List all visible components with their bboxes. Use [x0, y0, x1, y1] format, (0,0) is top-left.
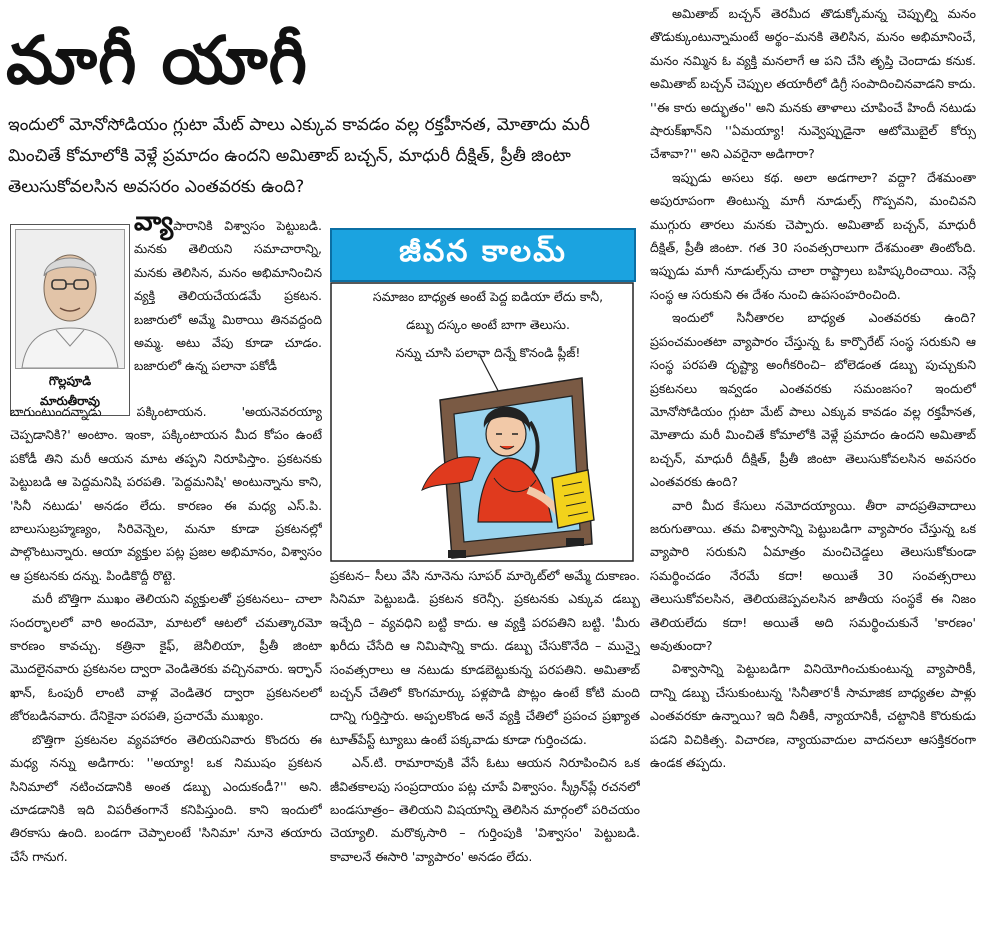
author-photo-box [10, 224, 130, 416]
author-photo [15, 229, 125, 369]
author-first-name: గొల్లపూడి [48, 374, 92, 388]
headline: మాగీ యాగీ [6, 22, 309, 99]
drop-cap: వ్యా [134, 212, 174, 237]
author-last-name: మారుతీరావు [39, 394, 101, 408]
column-2-body [330, 564, 640, 942]
column-3-body [650, 2, 976, 942]
column-1-intro-text: పారానికి విశ్వాసం పెట్టుబడి. మనకు తెలియని సమాచారాన్ని, మనకు తెలిసిన, మనం అభిమానించిన వ్యక్తి తెలియచేయడమే ప్రకటన. బజారులో అమ్మే మిఠాయి తినవద్దంది అమ్మ. అటు వేపు కూడా చూడం. బజారులో ఉన్న పలానా పకోడీ [134, 218, 322, 374]
paragraph: బొత్తిగా ప్రకటనల వ్యవహారం తెలియనివారు కొందరు ఈ మధ్య నన్ను అడిగారు: ''అయ్యా! ఒక నిముషం ప్రకటన సినిమాలో నటించడానికి అంత డబ్బు ఎందుకండీ?'' అని. చూడడానికి ఇది విపరీతంగానే కనిపిస్తుంది. కాని ఇందులో తిరకాసు ఉంది. బండగా చెప్పాలంటే 'సినిమా' నూనె తయారు చేసే గానుగ. [10, 731, 322, 864]
paragraph: ఇప్పుడు అసలు కథ. అలా అడగాలా? వద్దా? దేశమంతా అపురూపంగా తింటున్న మాగీ నూడుల్స్ గొప్పవని, మంచివని ముగ్గురు తారలు మనకు చెప్పారు. అమితాబ్ బచ్చన్, మాధురీ దీక్షిత్, ప్రీతీ జింటా. గత 30 సంవత్సరాలుగా దేశమంతా తింటోంది. ఇప్పుడు మాగీ నూడుల్స్‌ను చాలా రాష్ట్రాలు బహిష్కరించాయి. నెస్లే సంస్థ ఆ సరుకుని ఈ దేశం నుంచి ఉపసంహరించింది. [650, 169, 976, 302]
cartoon-caption-line2: డబ్బు దస్కం అంటే బాగా తెలుసు. [406, 317, 570, 332]
paragraph: ఇందులో సినీతారల బాధ్యత ఎంతవరకు ఉంది? ప్రపంచమంతటా వ్యాపారం చేస్తున్న ఓ కార్పొరేట్ సంస్థ సరుకుని ఆ సంస్థ పరపతి దృష్ట్యా అంగీకరించి– బోలెడంత డబ్బు పుచ్చుకుని ప్రకటనలు ఇవ్వడం ఎంతవరకు సమంజసం? ఇందులో మోనోసోడియం గ్లుటా మేట్ పాలు ఎక్కువ కావడం వల్ల రక్తహీనత, మోతాదు మరీ మించితే కోమాలోకి వెళ్లే ప్రమాదం ఉందని అమితాబ్ బచ్చన్, మాధురీ దీక్షిత్, ప్రీతీ జింటా తెలుసుకోవలసిన అవసరం ఎంతవరకు ఉంది? [650, 310, 976, 490]
deck-summary: ఇందులో మోనోసోడియం గ్లుటా మేట్ పాలు ఎక్కువ కావడం వల్ల రక్తహీనత, మోతాదు మరీ మించితే కోమాలోకి వెళ్లే ప్రమాదం ఉందని అమితాబ్ బచ్చన్, మాధురీ దీక్షిత్, ప్రీతీ జింటా తెలుసుకోవలసిన అవసరం ఎంతవరకు ఉంది? [8, 115, 590, 197]
cartoon-caption-line1: సమాజం బాధ్యత అంటే పెద్ద ఐడియా లేదు కానీ, [372, 289, 604, 304]
paragraph: మరీ బొత్తిగా ముఖం తెలియని వ్యక్తులతో ప్రకటనలు– చాలా సందర్భాలలో వారి అందమో, మాటలో ఆటలో చమత్కారమో కారణం కావచ్చు. కత్రినా కైఫ్, జెనీలియా, ప్రీతీ జింటా మొదలైనవారు ప్రకటనల ద్వారా వెండితెరకు వచ్చినవారు. ఇర్ఫాన్ ఖాన్, ఓంపురీ లాంటి వాళ్ల వెండితెర ద్వారా ప్రకటనలలో జోరబడినవారు. దేనికైనా పరపతి, ప్రచారమే ముఖ్యం. [10, 591, 322, 724]
paragraph: ప్రకటన– సీలు వేసి నూనెను సూపర్ మార్కెట్‌లో అమ్మే దుకాణం. సినిమా పెట్టుబడి. ప్రకటన కరెన్సీ. ప్రకటనకు ఎక్కువ డబ్బు ఇచ్చేది – వ్యవధిని బట్టి కాదు. ఆ వ్యక్తి పరపతిని బట్టి. 'మీరు ఖరీదు చేసేది ఆ నిమిషాన్ని కాదు. డబ్బు చేసుకొనేది – మున్నై సంవత్సరాలు ఆ నటుడు కూడబెట్టుకున్న పరపతిని. అమితాబ్ బచ్చన్ చేతిలో కొంగమార్కు పళ్లపొడి పొట్లం ఉంటే కోటి మంది దాన్ని గుర్తిస్తారు. అప్పలకొండ అనే వ్యక్తి చేతిలో ప్రపంచ ప్రఖ్యాత టూత్‌పేస్ట్ ట్యూబు ఉంటే పక్కవాడు కూడా గుర్తించడు. [330, 568, 640, 747]
column-1-body [10, 400, 322, 940]
paragraph: వారి మీద కేసులు నమోదయ్యాయి. తీరా వాదప్రతివాదాలు జరుగుతాయి. తమ విశ్వాసాన్ని పెట్టుబడిగా వ్యాపారం చేస్తున్న ఒక వ్యాపారి సరుకుని ఏమాత్రం మంచిచెడ్డలు తెలుసుకోకుండా సమర్థించడం నేరమే కదా! అయితే 30 సంవత్సరాలు తెలుసుకోవలసిన, తెలియజెప్పవలసిన జాతీయ సంస్థకే ఈ నిజం తెలియలేదు కదా! అయితే అది సమర్థించుకునే 'కారణం' అవుతుందా? [650, 497, 976, 653]
paragraph: బాగుంటుందన్నాడు పక్కింటాయన. 'అయనెవరయ్యా చెప్పడానికి?' అంటాం. ఇంకా, పక్కింటాయన మీద కోపం ఉంటే పకోడీ తిని మరీ ఆయన మాట తప్పని నిరూపిస్తాం. ప్రకటనకు పెట్టుబడి ఆ పెద్దమనిషి పరపతి. 'పెద్దమనిషి' అంటున్నాను కాని, 'సినీ నటుడు' అనడం లేదు. కారణం ఈ మధ్య ఎస్.పి. బాలుసుబ్రహ్మణ్యం, సిరివెన్నెల, మనూ కూడా ప్రకటనల్లో పాల్గొంటున్నారు. ఆయా వ్యక్తుల పట్ల ప్రజల అభిమానం, విశ్వాసం ఆ ప్రకటనకు దన్ను. పిండికొద్దీ రొట్టె. [10, 404, 322, 583]
author-portrait-icon [16, 230, 124, 368]
paragraph: ఎన్.టి. రామారావుకి వేసే ఓటు ఆయన నిరూపించిన ఒక జీవితకాలపు సంప్రదాయం పట్ల చూపే విశ్వాసం. స్క్రీన్‌ప్లే రచనలో బండసూత్రం– తెలియని విషయాన్ని తెలిసిన మార్గంలో పరిచయం చెయ్యాలి. మరొక్కసారి – గుర్తింపుకి 'విశ్వాసం' పెట్టుబడి. కావాలనే ఈసారి 'వ్యాపారం' అనడం లేదు. [330, 755, 640, 864]
paragraph: విశ్వాసాన్ని పెట్టుబడిగా వినియోగించుకుంటున్న వ్యాపారికీ, దాన్ని డబ్బు చేసుకుంటున్న 'సినీతార'కీ సామాజిక బాధ్యతల పాళ్లు ఎంతవరకూ ఉన్నాయి? ఇది నీతికీ, న్యాయానికీ, చట్టానికి కొరుకుడు పడని విచికిత్స. విచారణ, న్యాయవాదుల వాదనలూ ఆసక్తికరంగా ఉండక తప్పదు. [650, 661, 976, 770]
column-1-intro [134, 212, 322, 398]
cartoon-illustration [330, 282, 634, 562]
column-banner: జీవన కాలమ్ [330, 228, 636, 282]
cartoon-caption-line3: నన్ను చూసి పలానా దిన్నే కొనండి ప్లీజ్! [395, 345, 581, 360]
paragraph: అమితాబ్ బచ్చన్ తెరమీద తొడుక్కోమన్న చెప్పుల్ని మనం తొడుక్కుంటున్నామంటే అర్థం–మనకి తెలిసిన, మనం అభిమానించే, మనం నమ్మిన ఓ వ్యక్తి మనలాగే ఆ పని చేసి తృప్తి చెందాడు కనుక. అమితాబ్ బచ్చన్ చెప్పుల తయారీలో డిగ్రీ సంపాదించినవాడని కాదు. ''ఈ కారు అద్భుతం'' అని మనకు తాళాలు చూపించే హిందీ నటుడు షారుక్‌ఖాన్‌ని ''ఏమయ్యా! నువ్వెప్పుడైనా ఆటోమొబైల్ కోర్సు చేశావా?'' అని ఎవరైనా అడిగారా? [650, 6, 976, 162]
